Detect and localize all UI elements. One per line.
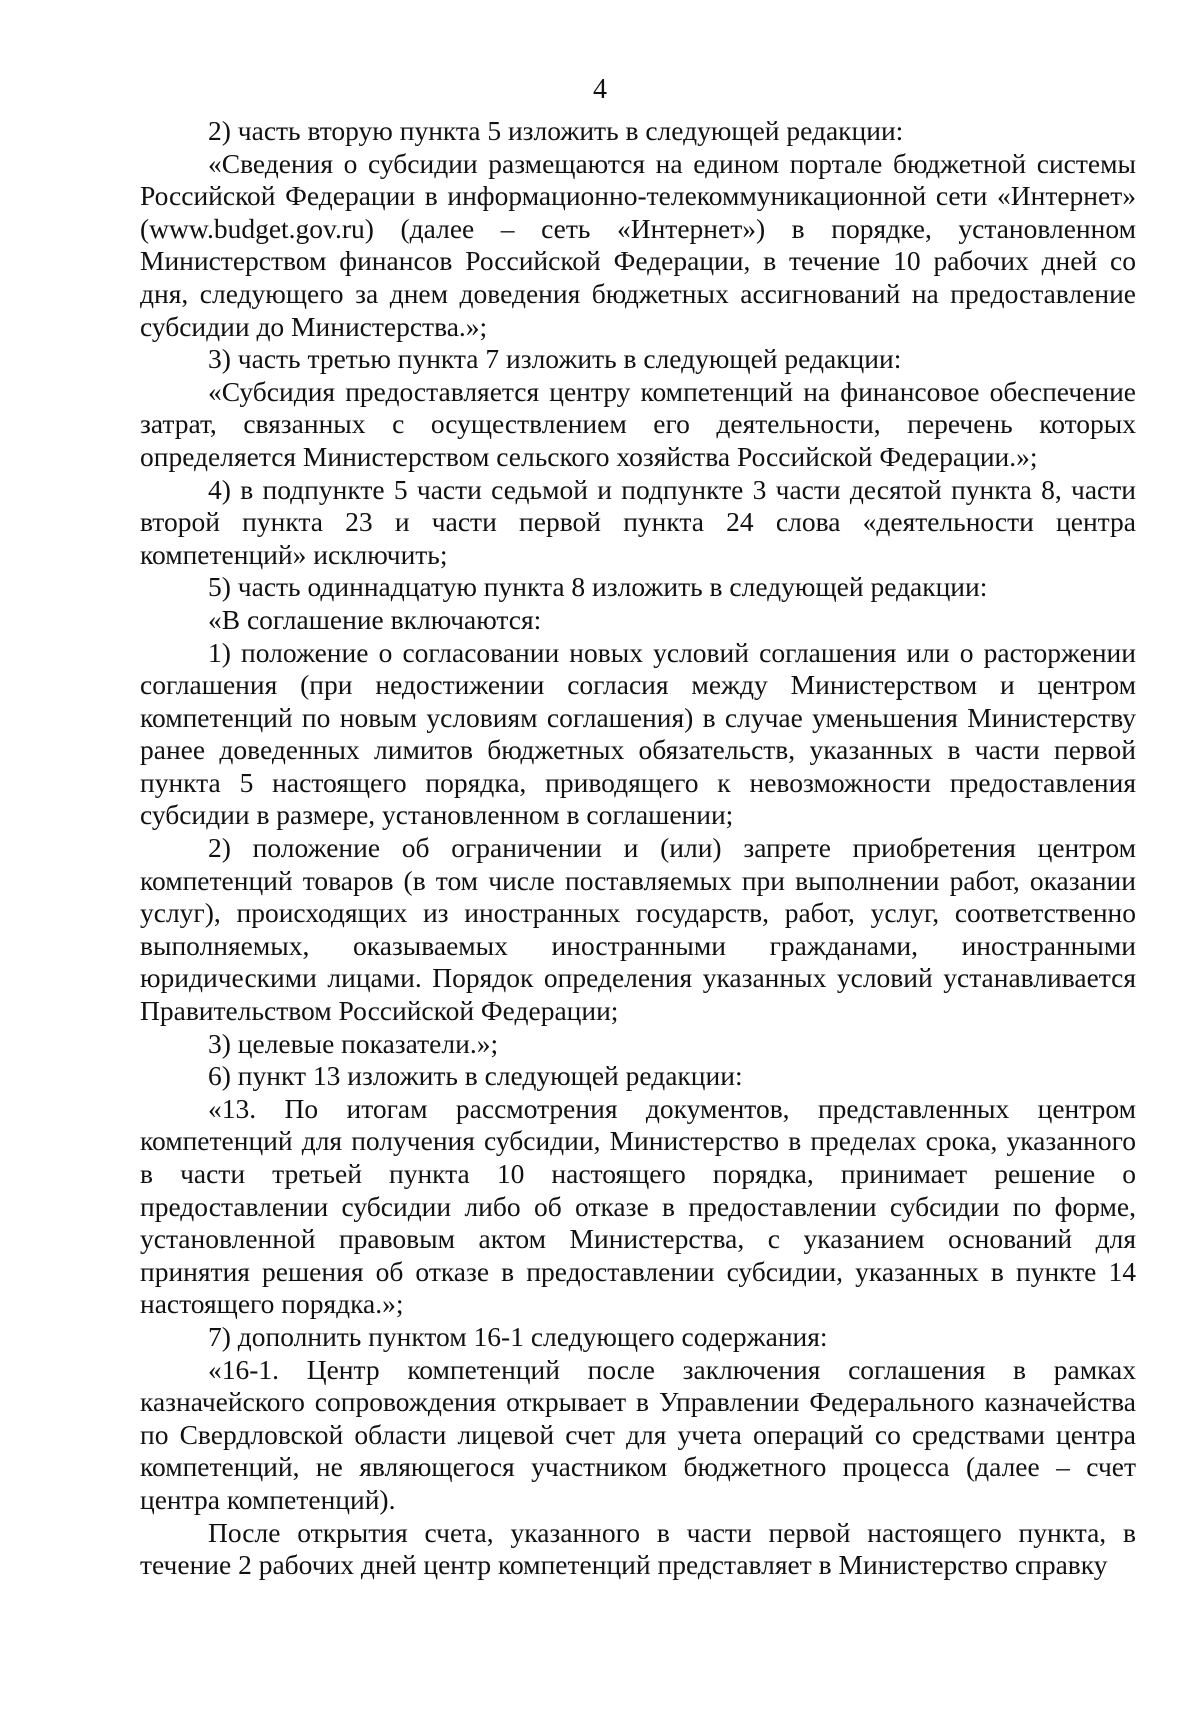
amendment-item-4: 4) в подпункте 5 части седьмой и подпункте 3 части десятой пункта 8, части второй пункта 23 и части первой пункта 24 слова «деятельности центра компетенций» исключить; bbox=[140, 473, 1136, 570]
quoted-text: «16-1. Центр компетенций после заключения соглашения в рамках казначейского сопровождения открывает в Управлении Федерального казначейства по Свердловской области лицевой счет для учета операций со средствами центра компетенций, не являющегося участником бюджетного процесса (далее – счет центра компетенций). bbox=[140, 1353, 1136, 1515]
page-number: 4 bbox=[593, 74, 607, 105]
amendment-item-3: 3) часть третью пункта 7 изложить в следующей редакции: bbox=[208, 343, 902, 375]
quoted-text: «В соглашение включаются: bbox=[208, 603, 542, 635]
document-body bbox=[140, 115, 1136, 1582]
amendment-item-6: 6) пункт 13 изложить в следующей редакции: bbox=[208, 1060, 743, 1092]
agreement-clause-1: 1) положение о согласовании новых условий соглашения или о расторжении соглашения (при недостижении согласия между Министерством и центром компетенций по новым условиям соглашения) в случае уменьшения Министерству ранее доведенных лимитов бюджетных обязательств, указанных в части первой пункта 5 настоящего порядка, приводящего к невозможности предоставления субсидии в размере, установленном в соглашении; bbox=[140, 636, 1136, 831]
amendment-item-5: 5) часть одиннадцатую пункта 8 изложить в следующей редакции: bbox=[208, 571, 988, 603]
quoted-text: «Субсидия предоставляется центру компетенций на финансовое обеспечение затрат, связанных с осуществлением его деятельности, перечень которых определяется Министерством сельского хозяйства Российской Федерации.»; bbox=[140, 375, 1136, 472]
paragraph: После открытия счета, указанного в части первой настоящего пункта, в течение 2 рабочих дней центр компетенций представляет в Министерство справку bbox=[140, 1516, 1136, 1581]
agreement-clause-3: 3) целевые показатели.»; bbox=[208, 1027, 499, 1059]
amendment-item-2: 2) часть вторую пункта 5 изложить в следующей редакции: bbox=[208, 115, 904, 146]
quoted-text: «Сведения о субсидии размещаются на едином портале бюджетной системы Российской Федерации в информационно-телекоммуникационной сети «Интернет» (www.budget.gov.ru) (далее – сеть «Интернет») в порядке, установленном Министерством финансов Российской Федерации, в течение 10 рабочих дней со дня, следующего за днем доведения бюджетных ассигнований на предоставление субсидии до Министерства.»; bbox=[140, 147, 1136, 342]
amendment-item-7: 7) дополнить пунктом 16-1 следующего содержания: bbox=[208, 1320, 828, 1352]
quoted-text: «13. По итогам рассмотрения документов, представленных центром компетенций для получения субсидии, Министерство в пределах срока, указанного в части третьей пункта 10 настоящего порядка, принимает решение о предоставлении субсидии либо об отказе в предоставлении субсидии по форме, установленной правовым актом Министерства, с указанием оснований для принятия решения об отказе в предоставлении субсидии, указанных в пункте 14 настоящего порядка.»; bbox=[140, 1092, 1136, 1320]
agreement-clause-2: 2) положение об ограничении и (или) запрете приобретения центром компетенций товаров (в том числе поставляемых при выполнении работ, оказании услуг), происходящих из иностранных государств, работ, услуг, соответственно выполняемых, оказываемых иностранными гражданами, иностранными юридическими лицами. Порядок определения указанных условий устанавливается Правительством Российской Федерации; bbox=[140, 832, 1136, 1027]
